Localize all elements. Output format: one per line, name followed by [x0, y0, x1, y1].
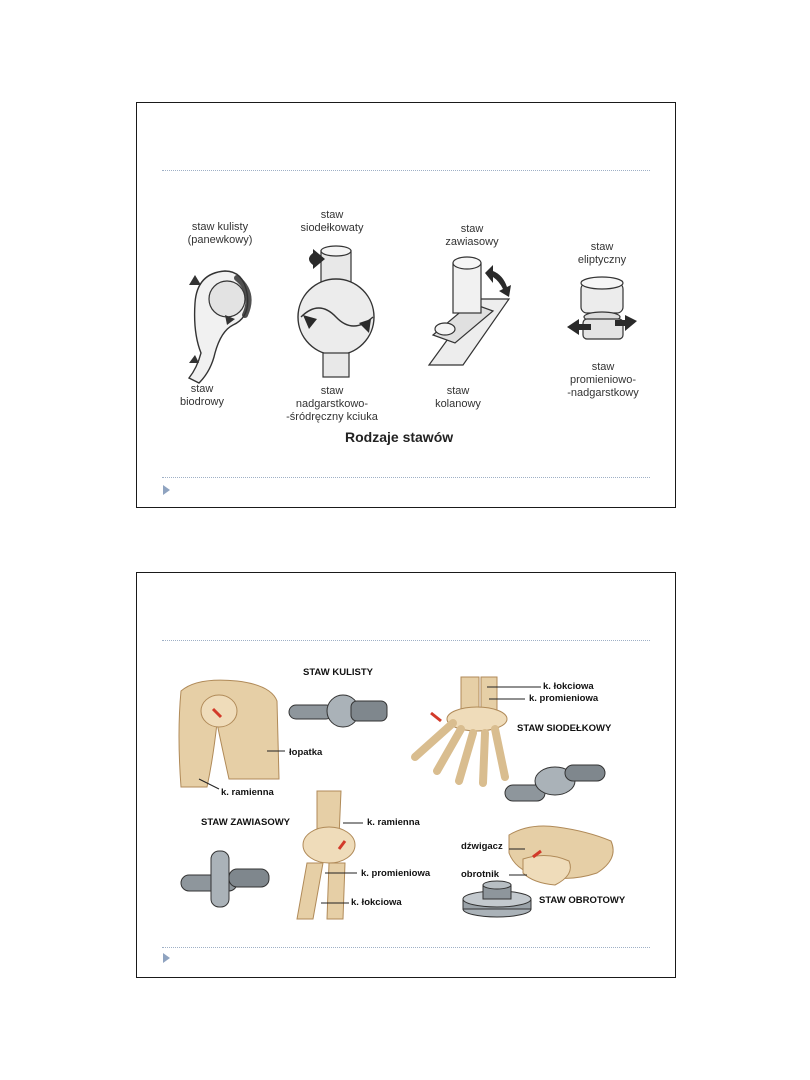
label-pivot-joint: STAW OBROTOWY	[539, 895, 626, 906]
label-scapula: łopatka	[289, 747, 323, 758]
hinge-joint-drawing	[429, 257, 511, 365]
label-radius-hand: k. promieniowa	[529, 693, 599, 704]
slide-2	[136, 572, 676, 978]
ellipsoid-joint-drawing	[567, 277, 637, 339]
label-saddle-joint: STAW SIODEŁKOWY	[517, 723, 612, 734]
pivot-mechanism-drawing	[463, 881, 531, 917]
vertebrae-drawing	[509, 826, 613, 885]
hinge-mechanism-drawing	[181, 851, 269, 907]
label-saddle-joint: staw siodełkowaty	[300, 209, 364, 234]
shoulder-drawing	[179, 680, 285, 789]
figure-caption: Rodzaje stawów	[345, 429, 454, 445]
joint-types-illustration	[137, 103, 675, 507]
joints-anatomy-illustration	[137, 573, 675, 977]
label-wrist-joint: staw promieniowo- -nadgarstkowy	[567, 361, 639, 399]
label-hinge-joint: staw zawiasowy	[445, 223, 499, 248]
label-hip-joint: staw biodrowy	[179, 383, 225, 408]
label-radius-elbow: k. promieniowa	[361, 868, 431, 879]
label-atlas: dźwigacz	[461, 841, 503, 852]
ball-mechanism-drawing	[289, 695, 387, 727]
saddle-mechanism-drawing	[505, 765, 605, 801]
ball-joint-drawing	[189, 271, 249, 383]
label-thumb-joint: staw nadgarstkowo- -śródręczny kciuka	[286, 385, 378, 423]
label-axis: obrotnik	[461, 869, 499, 880]
label-hinge-joint: STAW ZAWIASOWY	[201, 817, 291, 828]
slide-1	[136, 102, 676, 508]
label-humerus-shoulder: k. ramienna	[221, 787, 274, 798]
label-ulna-elbow: k. łokciowa	[351, 897, 402, 908]
label-ball-joint: staw kulisty (panewkowy)	[187, 221, 253, 246]
label-ellipsoid-joint: staw eliptyczny	[577, 241, 627, 266]
label-ball-joint: STAW KULISTY	[303, 667, 374, 678]
saddle-joint-drawing	[298, 246, 374, 377]
label-ulna-hand: k. łokciowa	[543, 681, 594, 692]
label-knee-joint: staw kolanowy	[435, 385, 481, 410]
label-humerus-elbow: k. ramienna	[367, 817, 420, 828]
